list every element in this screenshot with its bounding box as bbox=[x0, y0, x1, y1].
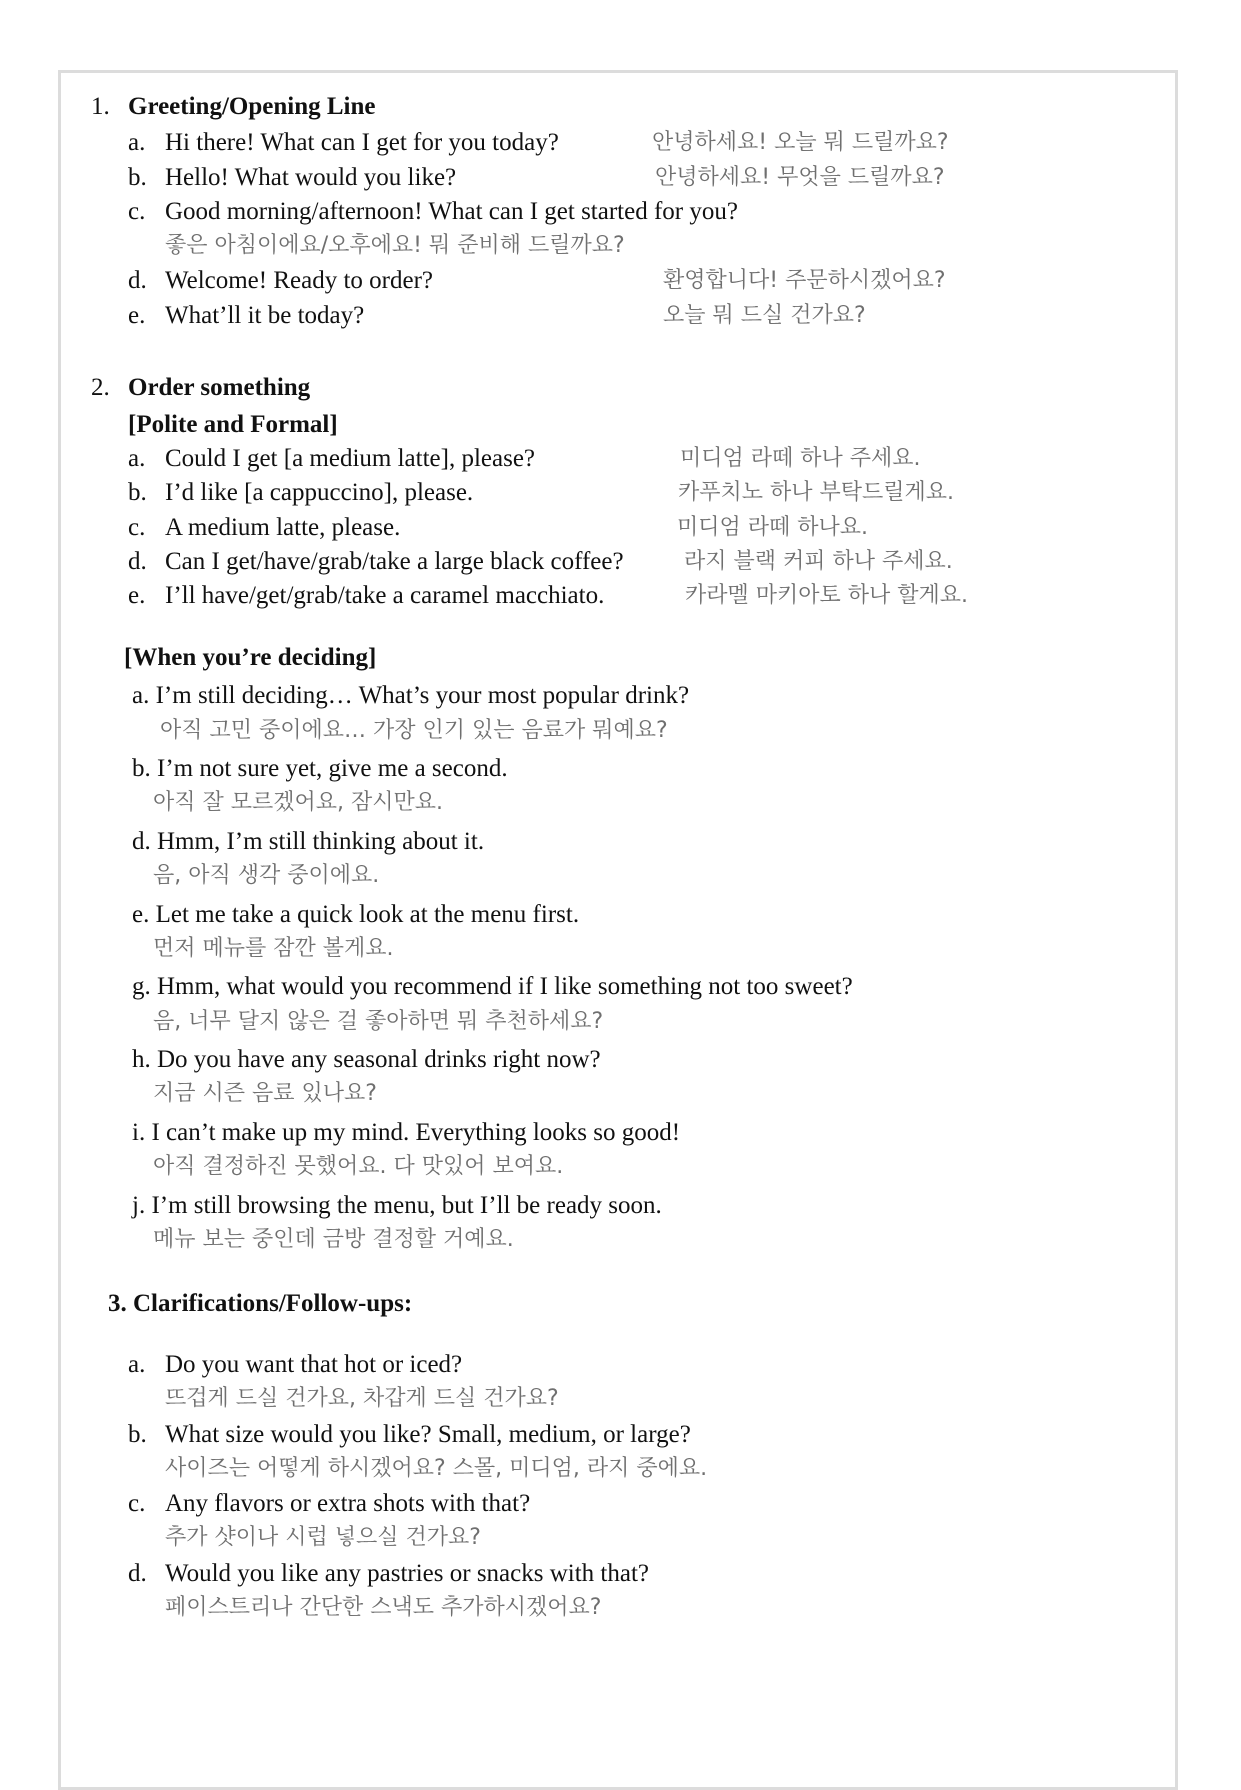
korean-translation: 음, 아직 생각 중이에요. bbox=[153, 863, 380, 888]
english-phrase: a. I’m still deciding… What’s your most popular drink? bbox=[132, 682, 690, 709]
korean-translation: 페이스트리나 간단한 스낵도 추가하시겠어요? bbox=[165, 1595, 602, 1620]
korean-translation: 오늘 뭐 드실 건가요? bbox=[663, 303, 866, 328]
english-phrase: Any flavors or extra shots with that? bbox=[165, 1490, 531, 1517]
korean-translation: 안녕하세요! 무엇을 드릴까요? bbox=[655, 165, 945, 190]
item-marker: b. bbox=[128, 479, 147, 506]
english-phrase: Hello! What would you like? bbox=[165, 164, 457, 191]
english-phrase: Would you like any pastries or snacks with that? bbox=[165, 1560, 649, 1587]
section-heading: Order something bbox=[128, 374, 311, 401]
english-phrase: I’ll have/get/grab/take a caramel macchiato. bbox=[165, 582, 605, 609]
english-phrase: Good morning/afternoon! What can I get started for you? bbox=[165, 198, 738, 225]
item-marker: c. bbox=[128, 198, 146, 225]
korean-translation: 추가 샷이나 시럽 넣으실 건가요? bbox=[165, 1525, 481, 1550]
english-phrase: Hi there! What can I get for you today? bbox=[165, 129, 559, 156]
item-marker: b. bbox=[128, 164, 147, 191]
english-phrase: e. Let me take a quick look at the menu first. bbox=[132, 901, 580, 928]
korean-translation: 라지 블랙 커피 하나 주세요. bbox=[684, 549, 953, 574]
english-phrase: g. Hmm, what would you recommend if I like something not too sweet? bbox=[132, 973, 853, 1000]
english-phrase: Can I get/have/grab/take a large black coffee? bbox=[165, 548, 624, 575]
english-phrase: Could I get [a medium latte], please? bbox=[165, 445, 536, 472]
english-phrase: d. Hmm, I’m still thinking about it. bbox=[132, 828, 485, 855]
korean-translation: 미디엄 라떼 하나 주세요. bbox=[680, 446, 921, 471]
english-phrase: j. I’m still browsing the menu, but I’ll be ready soon. bbox=[132, 1192, 662, 1219]
korean-translation: 먼저 메뉴를 잠깐 볼게요. bbox=[153, 936, 394, 961]
item-marker: e. bbox=[128, 302, 146, 329]
item-marker: e. bbox=[128, 582, 146, 609]
english-phrase: b. I’m not sure yet, give me a second. bbox=[132, 755, 508, 782]
english-phrase: h. Do you have any seasonal drinks right now? bbox=[132, 1046, 601, 1073]
item-marker: d. bbox=[128, 548, 147, 575]
korean-translation: 메뉴 보는 중인데 금방 결정할 거예요. bbox=[153, 1227, 514, 1252]
korean-translation: 미디엄 라떼 하나요. bbox=[677, 515, 868, 540]
section-number: 2. bbox=[91, 374, 110, 401]
item-marker: d. bbox=[128, 267, 147, 294]
item-marker: d. bbox=[128, 1560, 147, 1587]
section-number: 1. bbox=[91, 93, 110, 120]
english-phrase: Do you want that hot or iced? bbox=[165, 1351, 463, 1378]
english-phrase: i. I can’t make up my mind. Everything looks so good! bbox=[132, 1119, 681, 1146]
korean-translation: 음, 너무 달지 않은 걸 좋아하면 뭐 추천하세요? bbox=[153, 1009, 604, 1034]
english-phrase: I’d like [a cappuccino], please. bbox=[165, 479, 474, 506]
english-phrase: What’ll it be today? bbox=[165, 302, 365, 329]
english-phrase: A medium latte, please. bbox=[165, 514, 401, 541]
korean-translation: 아직 고민 중이에요… 가장 인기 있는 음료가 뭐예요? bbox=[160, 718, 668, 743]
korean-translation: 아직 결정하진 못했어요. 다 맛있어 보여요. bbox=[153, 1154, 564, 1179]
item-marker: c. bbox=[128, 514, 146, 541]
korean-translation: 좋은 아침이에요/오후에요! 뭐 준비해 드릴까요? bbox=[165, 233, 625, 258]
section-heading: Greeting/Opening Line bbox=[128, 93, 376, 120]
subheading-deciding: [When you’re deciding] bbox=[124, 644, 377, 671]
korean-translation: 카푸치노 하나 부탁드릴게요. bbox=[678, 480, 955, 505]
item-marker: a. bbox=[128, 1351, 146, 1378]
section-heading: 3. Clarifications/Follow-ups: bbox=[108, 1290, 413, 1317]
korean-translation: 카라멜 마키아토 하나 할게요. bbox=[685, 583, 968, 608]
korean-translation: 지금 시즌 음료 있나요? bbox=[153, 1081, 377, 1106]
item-marker: c. bbox=[128, 1490, 146, 1517]
item-marker: b. bbox=[128, 1421, 147, 1448]
korean-translation: 뜨겁게 드실 건가요, 차갑게 드실 건가요? bbox=[165, 1386, 559, 1411]
english-phrase: Welcome! Ready to order? bbox=[165, 267, 434, 294]
subheading-polite: [Polite and Formal] bbox=[128, 411, 338, 438]
item-marker: a. bbox=[128, 129, 146, 156]
korean-translation: 아직 잘 모르겠어요, 잠시만요. bbox=[153, 790, 443, 815]
korean-translation: 안녕하세요! 오늘 뭐 드릴까요? bbox=[652, 130, 949, 155]
item-marker: a. bbox=[128, 445, 146, 472]
korean-translation: 사이즈는 어떻게 하시겠어요? 스몰, 미디엄, 라지 중에요. bbox=[165, 1456, 708, 1481]
korean-translation: 환영합니다! 주문하시겠어요? bbox=[663, 268, 946, 293]
english-phrase: What size would you like? Small, medium, or large? bbox=[165, 1421, 691, 1448]
